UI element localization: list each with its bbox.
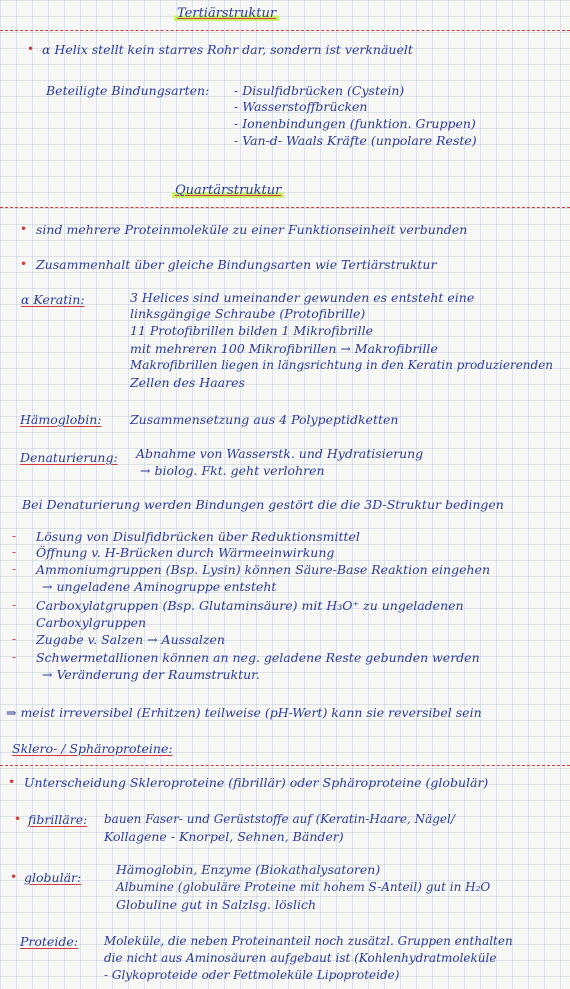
fibrillar-label: fibrilläre: (28, 812, 88, 827)
denaturation-intro: Bei Denaturierung werden Bindungen gestört die die 3D-Struktur bedingen (22, 497, 504, 512)
bond-item: - Ionenbindungen (funktion. Gruppen) (234, 116, 476, 131)
title-quaternary: Quartärstruktur (172, 183, 284, 198)
proteide-line: - Glykoproteide oder Fettmoleküle Lipoproteide) (104, 968, 400, 982)
fibrillar-line: Kollagene - Knorpel, Sehnen, Bänder) (104, 829, 344, 844)
denaturation-item: → Veränderung der Raumstruktur. (42, 667, 260, 682)
dash: - (12, 650, 17, 664)
bullet: • (14, 812, 22, 826)
proteide-line: Moleküle, die neben Proteinanteil noch zusätzl. Gruppen enthalten (104, 934, 513, 948)
keratin-line: 3 Helices sind umeinander gewunden es entsteht eine (130, 290, 475, 305)
globular-line: Albumine (globuläre Proteine mit hohem S-Anteil) gut in H₂O (116, 880, 491, 894)
divider (0, 207, 570, 208)
bullet: • (20, 257, 28, 271)
denaturation-item: Lösung von Disulfidbrücken über Reduktionsmittel (36, 529, 360, 544)
bonds-label: Beteiligte Bindungsarten: (46, 83, 210, 98)
fibrillar-line: bauen Faser- und Gerüststoffe auf (Keratin-Haare, Nägel/ (104, 812, 455, 826)
divider (0, 30, 570, 31)
denaturation-item: Zugabe v. Salzen → Aussalzen (36, 632, 225, 647)
bullet: • (10, 870, 18, 884)
globular-line: Hämoglobin, Enzyme (Biokathalysatoren) (116, 862, 381, 877)
sklero-point: Unterscheidung Skleroproteine (fibrillär) oder Sphäroproteine (globulär) (24, 775, 489, 790)
quaternary-point: sind mehrere Proteinmoleküle zu einer Funktionseinheit verbunden (36, 222, 468, 237)
keratin-line: mit mehreren 100 Mikrofibrillen → Makrofibrille (130, 341, 438, 356)
denaturation-item: Ammoniumgruppen (Bsp. Lysin) können Säure-Base Reaktion eingehen (36, 562, 491, 577)
denaturation-item: → ungeladene Aminogruppe entsteht (42, 579, 277, 594)
proteide-label: Proteide: (20, 934, 78, 949)
keratin-line: Zellen des Haares (130, 375, 245, 390)
bond-item: - Van-d- Waals Kräfte (unpolare Reste) (234, 133, 477, 148)
bullet: • (27, 42, 35, 56)
divider (0, 765, 570, 766)
dash: - (12, 562, 17, 576)
title-tertiary: Tertiärstruktur (174, 6, 279, 21)
haemoglobin-text: Zusammensetzung aus 4 Polypeptidketten (130, 412, 399, 427)
denaturation-item: Carboxylatgruppen (Bsp. Glutaminsäure) mit H₃O⁺ zu ungeladenen (36, 598, 464, 613)
dash: - (12, 545, 17, 559)
denaturation-item: Schwermetallionen können an neg. geladene Reste gebunden werden (36, 650, 480, 665)
dash: - (12, 529, 17, 543)
bond-item: - Wasserstoffbrücken (234, 99, 368, 114)
globular-label: globulär: (24, 870, 82, 885)
bullet: • (8, 775, 16, 789)
keratin-label: α Keratin: (21, 292, 85, 307)
sklero-title: Sklero- / Sphäroproteine: (12, 741, 173, 756)
denaturation-conclusion: ⇒ meist irreversibel (Erhitzen) teilweise (pH-Wert) kann sie reversibel sein (6, 705, 482, 720)
denaturation-line: → biolog. Fkt. geht verlohren (140, 463, 325, 478)
dash: - (12, 598, 17, 612)
quaternary-point: Zusammenhalt über gleiche Bindungsarten wie Tertiärstruktur (36, 257, 437, 272)
keratin-line: 11 Protofibrillen bilden 1 Mikrofibrille (130, 323, 373, 338)
haemoglobin-label: Hämoglobin: (20, 412, 102, 427)
helix-note: α Helix stellt kein starres Rohr dar, sondern ist verknäuelt (42, 42, 413, 57)
keratin-line: linksgängige Schraube (Protofibrille) (130, 306, 366, 321)
bond-item: - Disulfidbrücken (Cystein) (234, 83, 405, 98)
denaturation-item: Carboxylgruppen (36, 615, 147, 630)
keratin-line: Makrofibrillen liegen in längsrichtung in den Keratin produzierenden (130, 358, 554, 372)
denaturation-item: Öffnung v. H-Brücken durch Wärmeeinwirkung (36, 545, 335, 560)
denaturation-label: Denaturierung: (20, 450, 118, 465)
globular-line: Globuline gut in Salzlsg. löslich (116, 897, 316, 912)
denaturation-line: Abnahme von Wasserstk. und Hydratisierung (136, 446, 424, 461)
dash: - (12, 632, 17, 646)
proteide-line: die nicht aus Aminosäuren aufgebaut ist (Kohlenhydratmoleküle (104, 951, 497, 965)
bullet: • (20, 222, 28, 236)
